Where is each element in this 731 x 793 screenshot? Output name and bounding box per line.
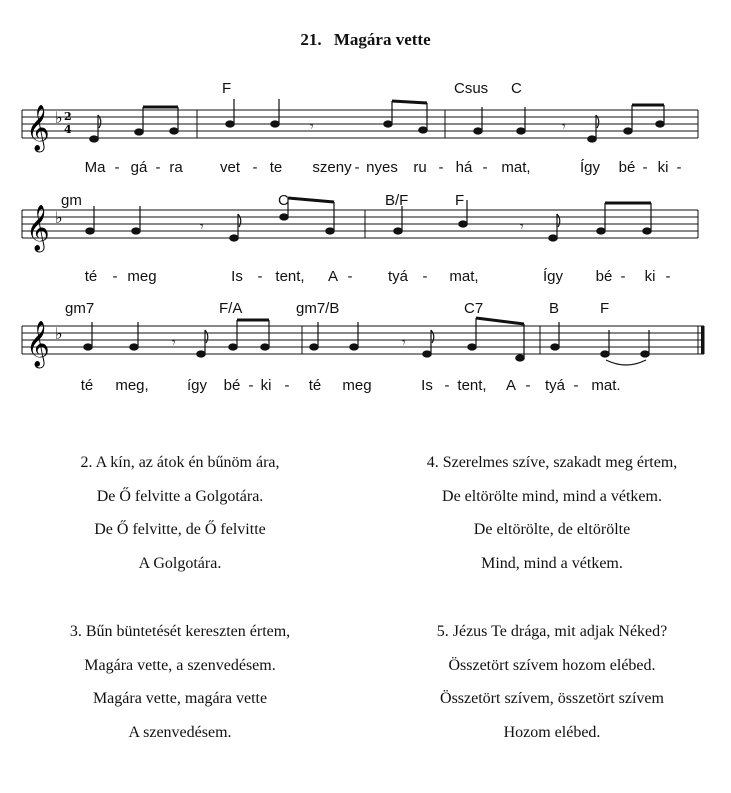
lyric-syllable: - xyxy=(347,268,353,285)
lyric-syllable: ru xyxy=(413,159,427,176)
chord-symbol: C xyxy=(511,80,522,97)
lyric-syllable: - xyxy=(438,159,444,176)
note-head xyxy=(90,136,98,142)
verse-line: A szenvedésem. xyxy=(128,723,232,741)
verse-line: A Golgotára. xyxy=(138,554,222,572)
note-head xyxy=(170,128,178,134)
verse-line: Összetört szívem hozom elébed. xyxy=(448,656,656,674)
lyric-syllable: té xyxy=(80,377,94,394)
music-system-3 xyxy=(0,296,731,411)
lyric-syllable: Ma xyxy=(84,159,106,176)
lyric-syllable: Is xyxy=(421,377,433,394)
verse-line: De Ő felvitte a Golgotára. xyxy=(96,487,264,505)
lyric-syllable: tent, xyxy=(457,377,487,394)
lyric-syllable: - xyxy=(114,159,120,176)
note-head xyxy=(280,214,288,220)
treble-clef-icon: 𝄞 xyxy=(26,105,50,151)
verse-line: Hozom elébed. xyxy=(503,723,601,741)
verse-line: 5. Jézus Te drága, mit adjak Néked? xyxy=(436,623,668,640)
lyric-syllable: bé xyxy=(618,159,636,176)
lyric-syllable: - xyxy=(354,159,360,176)
note-head xyxy=(601,351,609,357)
chord-symbol: F/A xyxy=(219,300,243,317)
svg-text:𝄾: 𝄾 xyxy=(402,336,406,351)
lyric-syllable: így xyxy=(186,377,208,394)
lyric-syllable: meg, xyxy=(115,377,149,394)
lyric-syllable: há xyxy=(455,159,473,176)
verse-line: Magára vette, a szenvedésem. xyxy=(84,656,276,674)
verse-line: Magára vette, magára vette xyxy=(92,690,268,707)
note-head xyxy=(643,228,651,234)
lyric-syllable: A xyxy=(505,377,517,394)
lyric-syllable: nyes xyxy=(366,159,398,176)
note-head xyxy=(310,344,318,350)
lyric-syllable: te xyxy=(269,159,283,176)
verse-line: De eltörölte mind, mind a vétkem. xyxy=(442,487,662,505)
chord-symbol: F xyxy=(222,80,232,97)
verse-line: 3. Bűn büntetését kereszten értem, xyxy=(69,623,291,640)
song-title-text: Magára vette xyxy=(333,30,431,49)
verse-4 xyxy=(387,446,717,580)
chord-symbol: B xyxy=(549,300,560,317)
lyric-syllable: bé xyxy=(223,377,241,394)
verse-line: Összetört szívem, összetört szívem xyxy=(440,690,664,707)
lyric-syllable: ki xyxy=(657,159,669,176)
chord-symbol: C xyxy=(278,192,289,209)
note-head xyxy=(656,121,664,127)
verse-5 xyxy=(387,615,717,749)
note-head xyxy=(549,235,557,241)
lyric-syllable: - xyxy=(573,377,579,394)
lyric-syllable: ra xyxy=(169,159,183,176)
lyric-syllable: mat, xyxy=(449,268,479,285)
chord-symbol: F xyxy=(455,192,465,209)
verse-line: De eltörölte, de eltörölte xyxy=(473,521,631,538)
lyric-syllable: ki xyxy=(644,268,656,285)
note-head xyxy=(384,121,392,127)
time-signature-denominator: 4 xyxy=(64,123,72,136)
lyric-syllable: meg xyxy=(342,377,372,394)
lyric-syllable: - xyxy=(248,377,254,394)
lyric-syllable: Így xyxy=(542,268,564,285)
final-barline xyxy=(701,326,705,354)
verse-line: De Ő felvitte, de Ő felvitte xyxy=(94,521,266,538)
lyric-syllable: A xyxy=(327,268,339,285)
lyric-syllable: tyá xyxy=(387,268,409,285)
time-signature-numerator: 2 xyxy=(64,110,72,123)
tie-mark xyxy=(606,360,646,365)
lyric-syllable: - xyxy=(482,159,488,176)
lyric-syllable: té xyxy=(308,377,322,394)
note-head xyxy=(468,344,476,350)
lyric-syllable: té xyxy=(84,268,98,285)
note-head xyxy=(394,228,402,234)
lyric-syllable: - xyxy=(112,268,118,285)
note-head xyxy=(226,121,234,127)
music-system-1 xyxy=(0,75,731,190)
lyric-syllable: - xyxy=(642,159,648,176)
note-head xyxy=(641,351,649,357)
lyric-syllable: - xyxy=(422,268,428,285)
note-head xyxy=(271,121,279,127)
chord-symbol: gm7 xyxy=(65,300,95,317)
chord-symbol: gm xyxy=(61,192,82,209)
lyric-syllable: Így xyxy=(579,159,601,176)
note-head xyxy=(624,128,632,134)
lyric-syllable: gá xyxy=(130,159,148,176)
svg-text:𝄾: 𝄾 xyxy=(310,120,314,135)
note-head xyxy=(516,355,524,361)
note-head xyxy=(459,221,467,227)
svg-text:𝄾: 𝄾 xyxy=(520,220,524,235)
lyric-syllable: - xyxy=(155,159,161,176)
note-head xyxy=(419,127,427,133)
note-head xyxy=(597,228,605,234)
lyric-syllable: - xyxy=(252,159,258,176)
lyric-syllable: - xyxy=(257,268,263,285)
flat-sign-icon: ♭ xyxy=(55,324,63,343)
verse-line: 4. Szerelmes szíve, szakadt meg értem, xyxy=(426,454,678,471)
note-head xyxy=(229,344,237,350)
note-head xyxy=(197,351,205,357)
lyric-syllable: - xyxy=(525,377,531,394)
note-head xyxy=(86,228,94,234)
lyric-syllable: mat, xyxy=(501,159,531,176)
lyric-syllable: bé xyxy=(595,268,613,285)
note-head xyxy=(84,344,92,350)
lyric-syllable: Is xyxy=(231,268,243,285)
note-head xyxy=(230,235,238,241)
note-head xyxy=(423,351,431,357)
verse-2 xyxy=(15,446,345,580)
verse-3 xyxy=(15,615,345,749)
verse-line: 2. A kín, az átok én bűnöm ára, xyxy=(80,454,280,471)
svg-text:𝄾: 𝄾 xyxy=(200,220,204,235)
lyric-syllable: - xyxy=(444,377,450,394)
staff-2 xyxy=(0,188,731,303)
verse-line: Mind, mind a vétkem. xyxy=(481,554,623,572)
song-number: 21. xyxy=(300,30,322,49)
music-system-2 xyxy=(0,188,731,303)
chord-symbol: F xyxy=(600,300,610,317)
note-head xyxy=(135,129,143,135)
flat-sign-icon: ♭ xyxy=(55,208,63,227)
svg-text:𝄾: 𝄾 xyxy=(172,336,176,351)
treble-clef-icon: 𝄞 xyxy=(26,205,50,251)
note-head xyxy=(261,344,269,350)
note-head xyxy=(350,344,358,350)
lyric-syllable: - xyxy=(620,268,626,285)
lyric-syllable: mat. xyxy=(591,377,621,394)
note-head xyxy=(517,128,525,134)
note-head xyxy=(474,128,482,134)
lyric-syllable: tent, xyxy=(275,268,305,285)
chord-symbol: B/F xyxy=(385,192,409,209)
lyric-syllable: ki xyxy=(260,377,272,394)
chord-symbol: Csus xyxy=(454,80,489,97)
chord-symbol: C7 xyxy=(464,300,484,317)
flat-sign-icon: ♭ xyxy=(55,108,63,127)
lyric-syllable: - xyxy=(676,159,682,176)
lyric-syllable: - xyxy=(665,268,671,285)
note-head xyxy=(326,228,334,234)
note-head xyxy=(551,344,559,350)
note-head xyxy=(130,344,138,350)
note-head xyxy=(588,136,596,142)
treble-clef-icon: 𝄞 xyxy=(26,321,50,367)
lyric-syllable: vet xyxy=(219,159,241,176)
song-title xyxy=(0,30,731,50)
note-head xyxy=(132,228,140,234)
lyric-syllable: - xyxy=(284,377,290,394)
lyric-syllable: meg xyxy=(127,268,157,285)
lyric-syllable: szeny xyxy=(312,159,352,176)
svg-text:𝄾: 𝄾 xyxy=(562,120,566,135)
lyric-syllable: tyá xyxy=(544,377,566,394)
chord-symbol: gm7/B xyxy=(296,300,340,317)
